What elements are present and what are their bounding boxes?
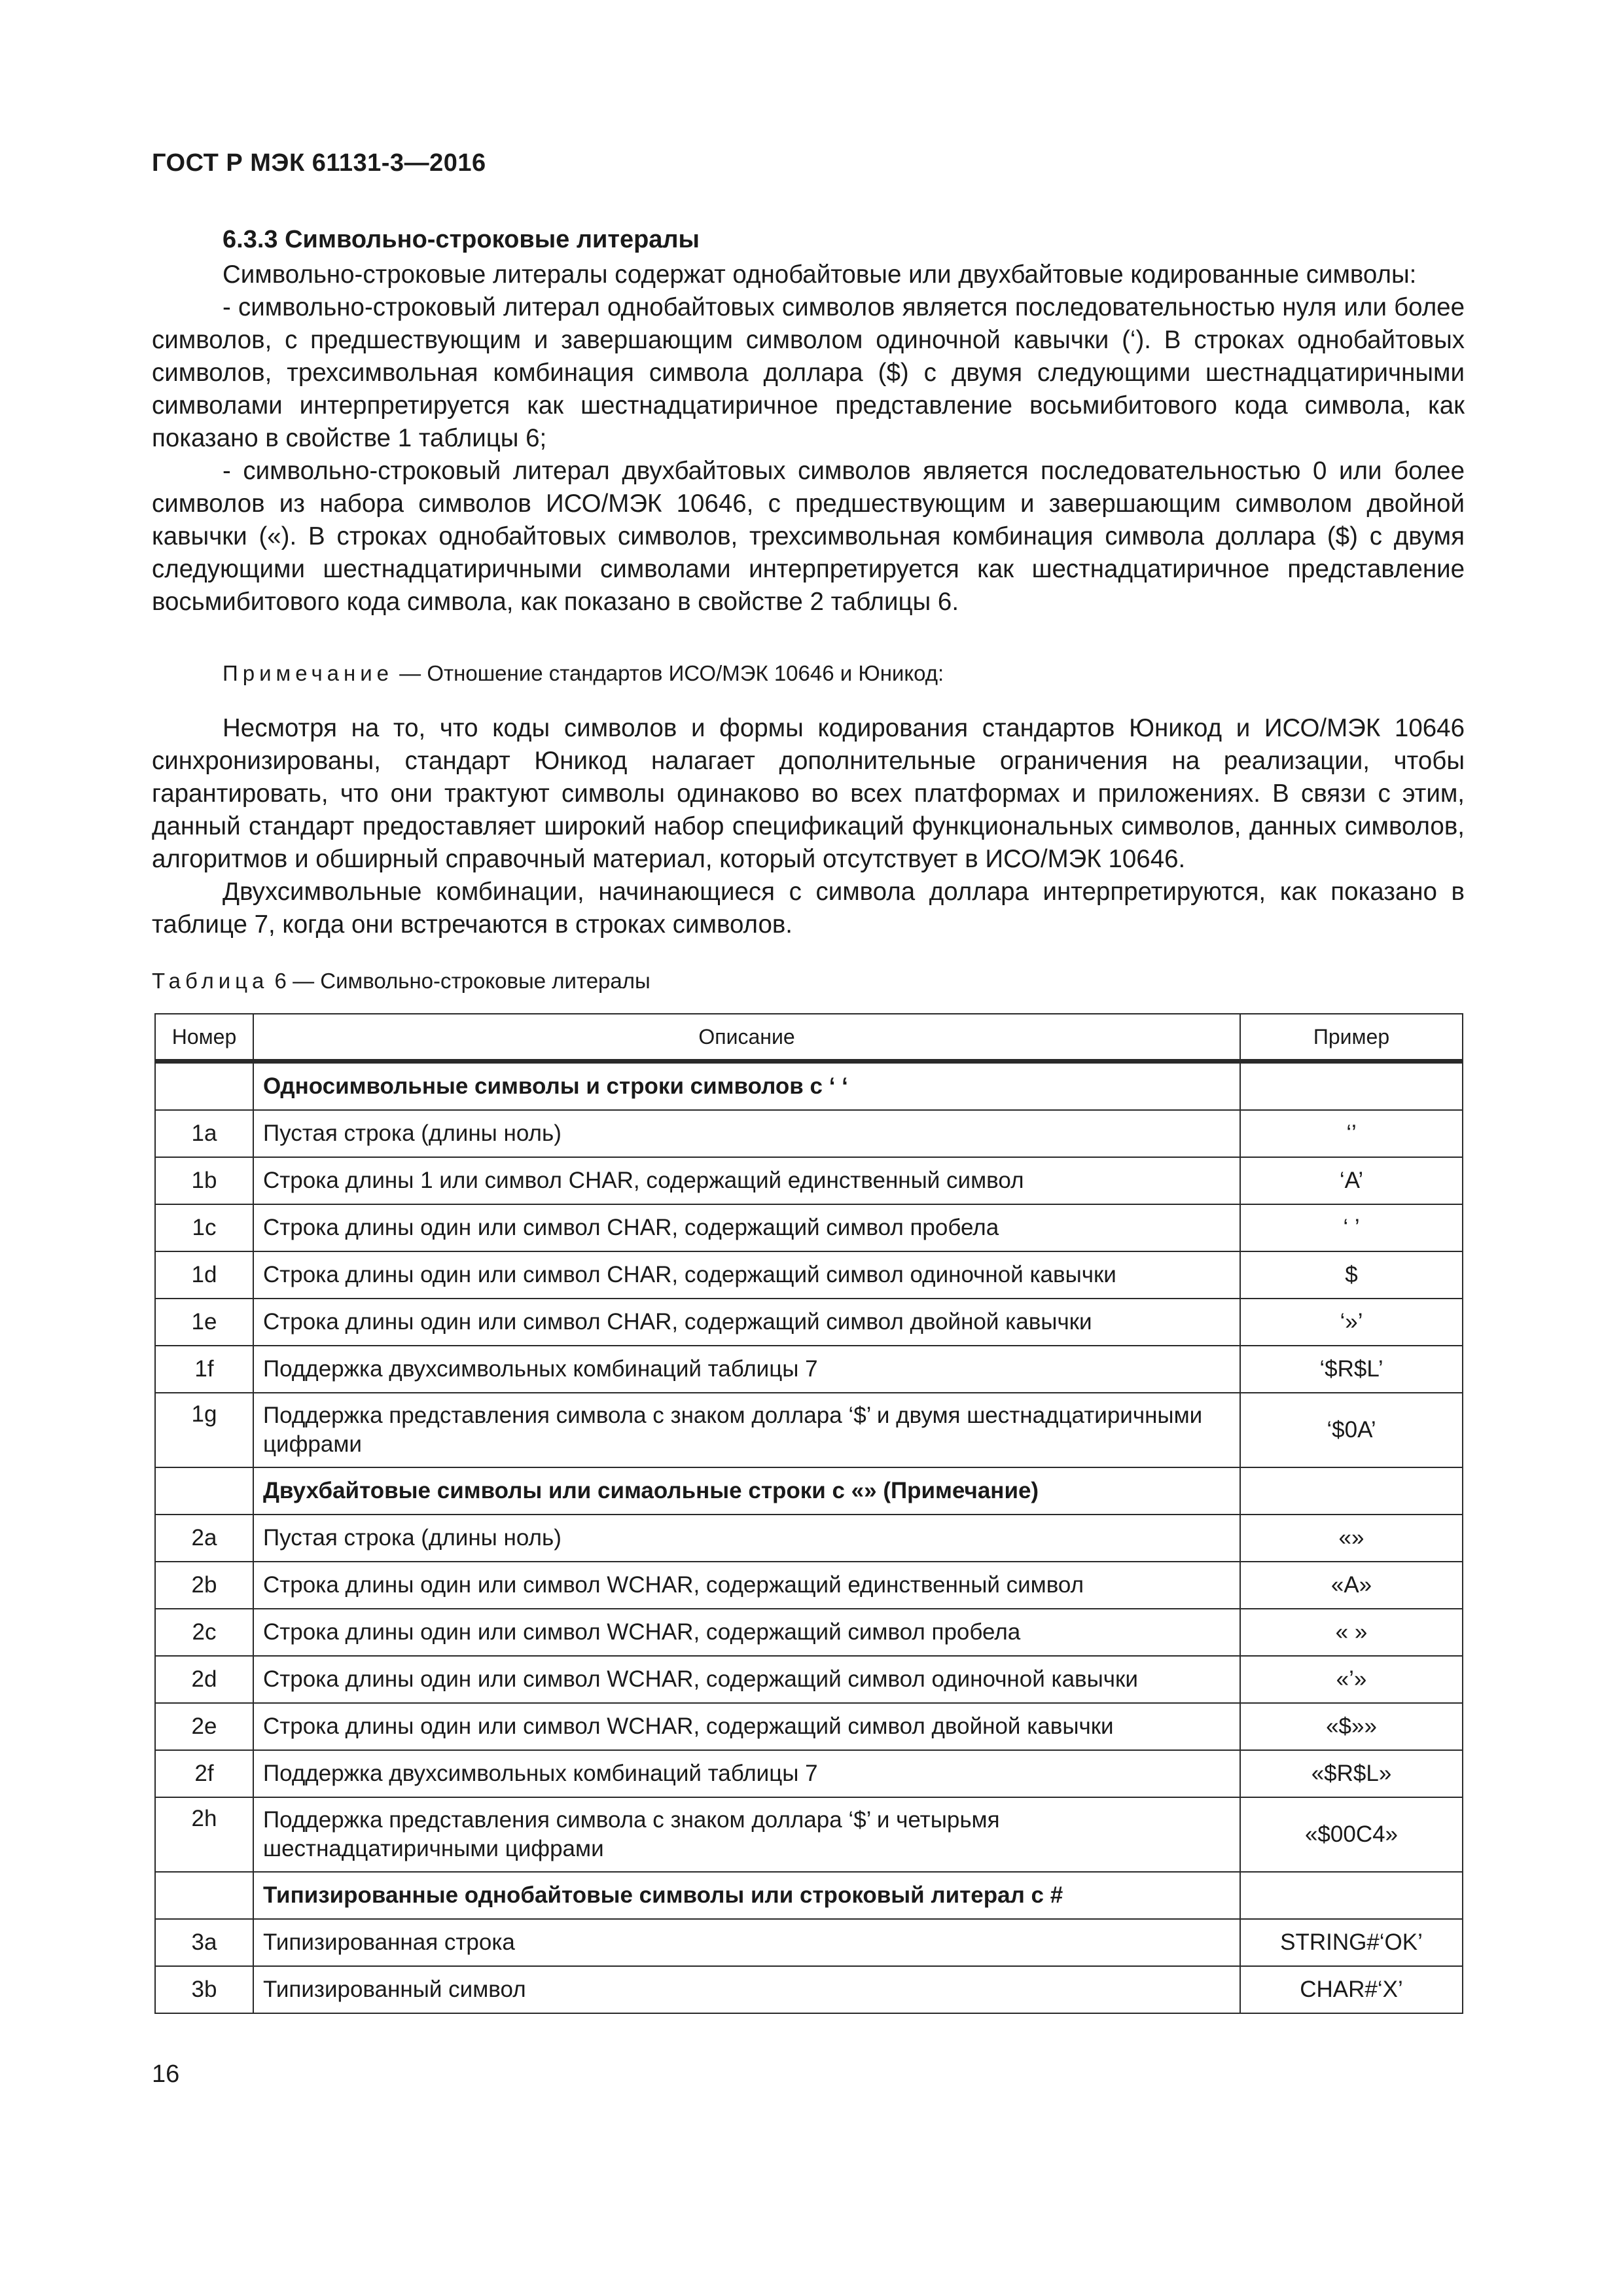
row-num: 2e bbox=[155, 1703, 253, 1750]
table-row bbox=[155, 1562, 1463, 1609]
row-example: ‘$R$L’ bbox=[1240, 1346, 1463, 1393]
group-num-cell bbox=[155, 1062, 253, 1111]
row-description: Типизированный символ bbox=[253, 1966, 1240, 2013]
row-example: «A» bbox=[1240, 1562, 1463, 1609]
row-description: Поддержка представления символа с знаком доллара ‘$’ и четырьмя шестнадцатиричными цифрами bbox=[253, 1797, 1240, 1872]
group-example-cell bbox=[1240, 1062, 1463, 1111]
table-group-row bbox=[155, 1062, 1463, 1111]
row-description: Типизированная строка bbox=[253, 1919, 1240, 1966]
row-example: «$»» bbox=[1240, 1703, 1463, 1750]
table-row bbox=[155, 1251, 1463, 1299]
table-row bbox=[155, 1750, 1463, 1797]
table-row bbox=[155, 1515, 1463, 1562]
row-num: 2a bbox=[155, 1515, 253, 1562]
note-label: Примечание bbox=[223, 661, 394, 685]
row-description: Строка длины один или символ WCHAR, содержащий единственный символ bbox=[253, 1562, 1240, 1609]
row-description: Строка длины 1 или символ CHAR, содержащий единственный символ bbox=[253, 1157, 1240, 1204]
table-row bbox=[155, 1204, 1463, 1251]
row-description: Поддержка двухсимвольных комбинаций таблицы 7 bbox=[253, 1346, 1240, 1393]
row-example: «’» bbox=[1240, 1656, 1463, 1703]
table-row bbox=[155, 1609, 1463, 1656]
table-group-row bbox=[155, 1467, 1463, 1515]
header-example: Пример bbox=[1240, 1014, 1463, 1062]
note-text: — Отношение стандартов ИСО/МЭК 10646 и Юникод: bbox=[393, 661, 944, 685]
row-example: «» bbox=[1240, 1515, 1463, 1562]
row-num: 2c bbox=[155, 1609, 253, 1656]
literals-table bbox=[154, 1013, 1463, 2014]
row-description: Строка длины один или символ CHAR, содержащий символ одиночной кавычки bbox=[253, 1251, 1240, 1299]
table-caption-label: Таблица bbox=[152, 969, 269, 993]
section-body bbox=[152, 259, 1465, 619]
table-row bbox=[155, 1919, 1463, 1966]
table-row bbox=[155, 1966, 1463, 2013]
row-example: CHAR#‘X’ bbox=[1240, 1966, 1463, 2013]
row-example: ‘»’ bbox=[1240, 1299, 1463, 1346]
row-num: 2f bbox=[155, 1750, 253, 1797]
row-num: 3b bbox=[155, 1966, 253, 2013]
row-num: 1a bbox=[155, 1110, 253, 1157]
table-row bbox=[155, 1346, 1463, 1393]
row-description: Строка длины один или символ CHAR, содержащий символ пробела bbox=[253, 1204, 1240, 1251]
page-number: 16 bbox=[152, 2060, 180, 2088]
paragraph-unicode: Несмотря на то, что коды символов и формы кодирования стандартов Юникод и ИСО/МЭК 10646 синхронизированы, стандарт Юникод налагает дополнительные ограничения на реализации, чтобы гарантировать, что они трактуют символы одинаково во всех платформах и приложениях. В связи с этим, данный стандарт предоставляет широкий набор спецификаций функциональных символов, данных символов, алгоритмов и обширный справочный материал, который отсутствует в ИСО/МЭК 10646. bbox=[152, 714, 1465, 873]
table-group-row bbox=[155, 1872, 1463, 1919]
section-title: 6.3.3 Символьно-строковые литералы bbox=[223, 226, 700, 253]
row-example: ‘$0A’ bbox=[1240, 1393, 1463, 1467]
row-example: ‘A’ bbox=[1240, 1157, 1463, 1204]
table-row bbox=[155, 1703, 1463, 1750]
table-row bbox=[155, 1157, 1463, 1204]
table-row bbox=[155, 1393, 1463, 1467]
group-title: Односимвольные символы и строки символов с ‘ ‘ bbox=[253, 1062, 1240, 1111]
note-line bbox=[223, 661, 944, 686]
row-example: $ bbox=[1240, 1251, 1463, 1299]
row-description: Пустая строка (длины ноль) bbox=[253, 1515, 1240, 1562]
row-description: Строка длины один или символ CHAR, содержащий символ двойной кавычки bbox=[253, 1299, 1240, 1346]
note-body bbox=[152, 712, 1465, 941]
table-row bbox=[155, 1797, 1463, 1872]
row-description: Строка длины один или символ WCHAR, содержащий символ одиночной кавычки bbox=[253, 1656, 1240, 1703]
row-num: 2b bbox=[155, 1562, 253, 1609]
row-num: 1f bbox=[155, 1346, 253, 1393]
row-example: ‘’ bbox=[1240, 1110, 1463, 1157]
paragraph-single-byte: - символьно-строковый литерал однобайтовых символов является последовательностью нуля или более символов, с предшествующим и завершающим символом одиночной кавычки (‘). В строках однобайтовых символов, трехсимвольная комбинация символа доллара ($) с двумя следующими шестнадцатиричными символами интерпретируется как шестнадцатиричное представление восьмибитового кода символа, как показано в свойстве 1 таблицы 6; bbox=[152, 293, 1465, 452]
row-description: Строка длины один или символ WCHAR, содержащий символ двойной кавычки bbox=[253, 1703, 1240, 1750]
group-title: Двухбайтовые символы или симаольные строки с «» (Примечание) bbox=[253, 1467, 1240, 1515]
row-num: 3a bbox=[155, 1919, 253, 1966]
header-description: Описание bbox=[253, 1014, 1240, 1062]
row-num: 1g bbox=[155, 1393, 253, 1467]
table-row bbox=[155, 1656, 1463, 1703]
paragraph-dollar-combinations: Двухсимвольные комбинации, начинающиеся с символа доллара интерпретируются, как показано в таблице 7, когда они встречаются в строках символов. bbox=[152, 878, 1465, 939]
row-example: « » bbox=[1240, 1609, 1463, 1656]
paragraph-intro: Символьно-строковые литералы содержат однобайтовые или двухбайтовые кодированные символы: bbox=[223, 260, 1417, 289]
document-header: ГОСТ Р МЭК 61131-3—2016 bbox=[152, 149, 486, 177]
header-num: Номер bbox=[155, 1014, 253, 1062]
row-example: «$00C4» bbox=[1240, 1797, 1463, 1872]
table-row bbox=[155, 1110, 1463, 1157]
row-num: 2d bbox=[155, 1656, 253, 1703]
group-example-cell bbox=[1240, 1467, 1463, 1515]
group-num-cell bbox=[155, 1467, 253, 1515]
row-description: Строка длины один или символ WCHAR, содержащий символ пробела bbox=[253, 1609, 1240, 1656]
group-example-cell bbox=[1240, 1872, 1463, 1919]
row-num: 1e bbox=[155, 1299, 253, 1346]
paragraph-double-byte: - символьно-строковый литерал двухбайтовых символов является последовательностью 0 или более символов из набора символов ИСО/МЭК 10646, с предшествующим и завершающим символом двойной кавычки («). В строках однобайтовых символов, трехсимвольная комбинация символа доллара ($) с двумя следующими шестнадцатиричными символами интерпретируется как шестнадцатиричное представление восьмибитового кода символа, как показано в свойстве 2 таблицы 6. bbox=[152, 457, 1465, 616]
table-caption bbox=[152, 969, 651, 994]
row-description: Пустая строка (длины ноль) bbox=[253, 1110, 1240, 1157]
table-header-row bbox=[155, 1014, 1463, 1062]
row-description: Поддержка представления символа с знаком доллара ‘$’ и двумя шестнадцатиричными цифрами bbox=[253, 1393, 1240, 1467]
row-num: 2h bbox=[155, 1797, 253, 1872]
table-caption-text: 6 — Символьно-строковые литералы bbox=[268, 969, 651, 993]
row-example: «$R$L» bbox=[1240, 1750, 1463, 1797]
row-example: ‘ ’ bbox=[1240, 1204, 1463, 1251]
row-num: 1b bbox=[155, 1157, 253, 1204]
group-title: Типизированные однобайтовые символы или строковый литерал с # bbox=[253, 1872, 1240, 1919]
row-description: Поддержка двухсимвольных комбинаций таблицы 7 bbox=[253, 1750, 1240, 1797]
row-num: 1c bbox=[155, 1204, 253, 1251]
row-num: 1d bbox=[155, 1251, 253, 1299]
row-example: STRING#‘OK’ bbox=[1240, 1919, 1463, 1966]
group-num-cell bbox=[155, 1872, 253, 1919]
table-row bbox=[155, 1299, 1463, 1346]
